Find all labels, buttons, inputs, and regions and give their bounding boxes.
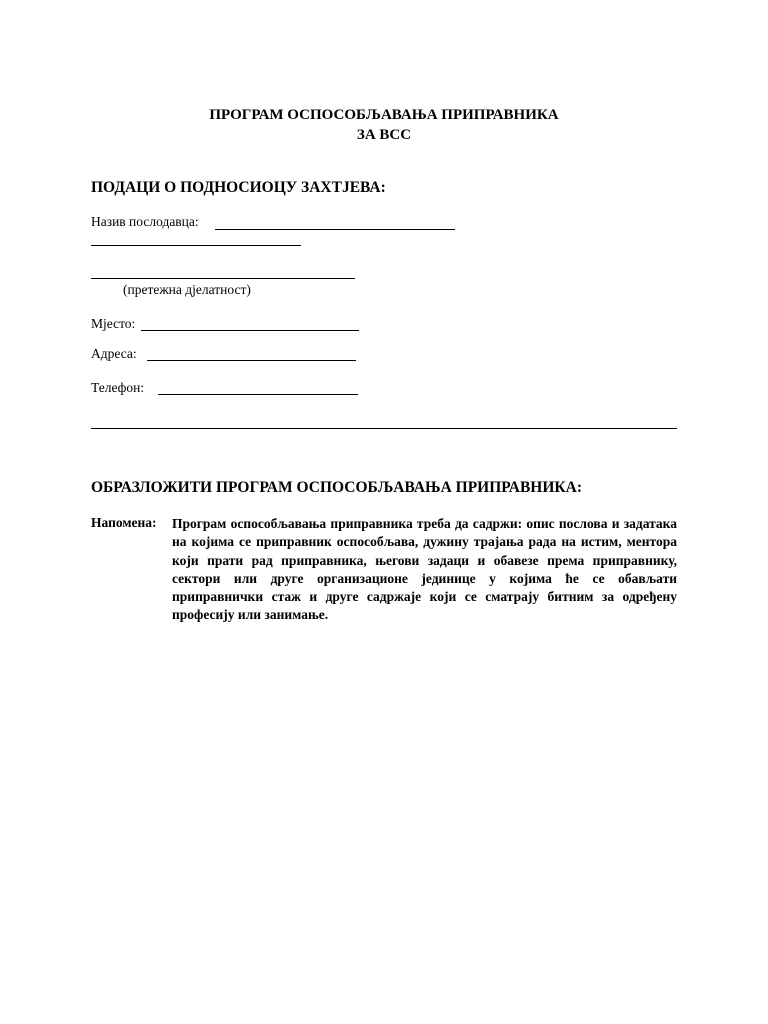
document-title: ПРОГРАМ ОСПОСОБЉАВАЊА ПРИПРАВНИКА (209, 107, 559, 123)
employer-name-field-continued[interactable] (91, 231, 301, 246)
main-activity-caption: (претежна дјелатност) (123, 282, 251, 297)
phone-label: Телефон: (91, 380, 145, 395)
address-field[interactable] (147, 346, 356, 361)
address-label: Адреса: (91, 346, 137, 361)
note-text: Програм оспособљавања приправника треба да садржи: опис послова и задатака на којима се приправник оспособљава, дужину трајања рада на истим, ментора који прати рад приправника, његови задаци и обавезе према приправнику, сектори или друге организационе јединице у којима ће се обављати приправнички стаж и друге садржаје који се сматрају битним за одређену професију или занимање. (172, 516, 677, 623)
applicant-data-heading: ПОДАЦИ О ПОДНОСИОЦУ ЗАХТЈЕВА: (91, 179, 386, 196)
training-program-heading: ОБРАЗЛОЖИТИ ПРОГРАМ ОСПОСОБЉАВАЊА ПРИПРАВНИКА: (91, 479, 582, 496)
section-divider (91, 428, 677, 429)
place-label: Мјесто: (91, 316, 136, 331)
employer-name-field[interactable] (215, 214, 455, 230)
document-subtitle: ЗА ВСС (356, 127, 412, 143)
place-field[interactable] (141, 316, 359, 331)
employer-name-label: Назив послодавца: (91, 214, 199, 229)
phone-field[interactable] (158, 380, 358, 395)
main-activity-field[interactable] (91, 264, 355, 279)
note-label: Напомена: (91, 515, 157, 530)
